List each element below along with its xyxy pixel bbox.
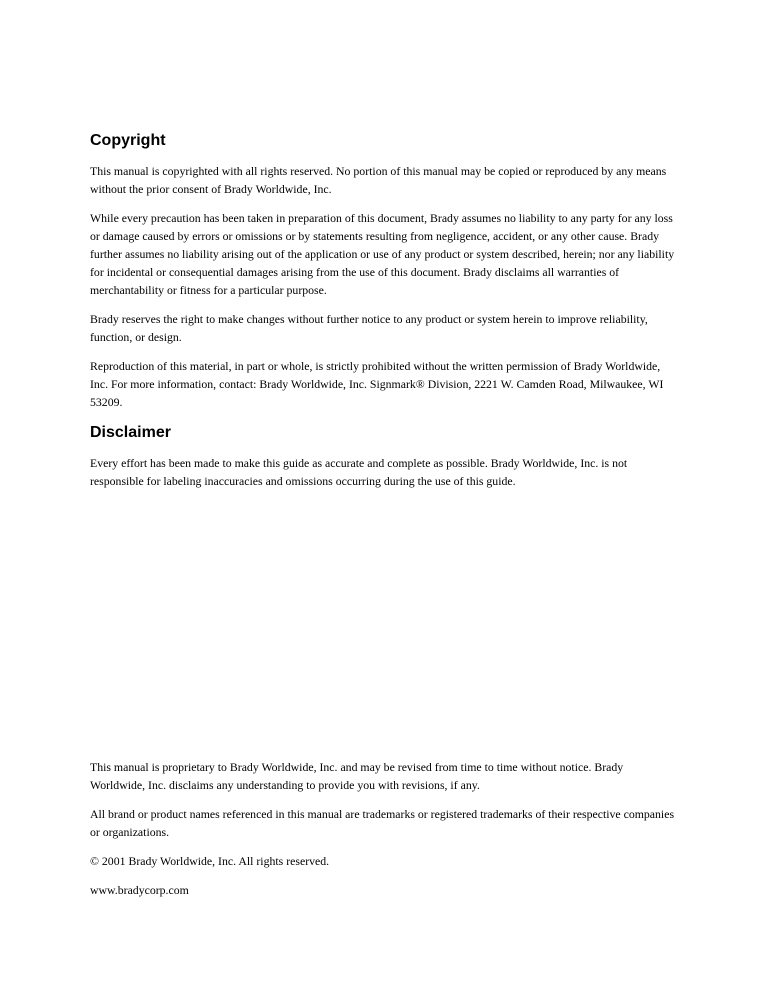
copyright-heading: Copyright [90, 132, 166, 149]
proprietary-notice: This manual is proprietary to Brady Worldwide, Inc. and may be revised from time to time without notice. Brady Worldwide, Inc. disclaims any understanding to provide you with revisions, if any. [90, 760, 624, 792]
reproduction-paragraph: Reproduction of this material, in part or whole, is strictly prohibited without the written permission of Brady Worldwide, Inc. For more information, contact: Brady Worldwide, Inc. Signmark® Division, 2221 W. Camden Road, Milwaukee, WI 53209. [90, 359, 664, 409]
copyright-section [90, 132, 680, 422]
liability-paragraph: While every precaution has been taken in preparation of this document, Brady assumes no liability to any party for any loss or damage caused by errors or omissions or by statements resulting from negligence, accident, or any other cause. Brady further assumes no liability arising out of the application or use of any product or system described, herein; nor any liability for incidental or consequential damages arising from the use of this document. Brady disclaims all warranties of merchantability or fitness for a particular purpose. [90, 211, 675, 297]
website-link[interactable]: www.bradycorp.com [90, 883, 189, 897]
trademarks-notice: All brand or product names referenced in this manual are trademarks or registered trademarks of their respective companies or organizations. [90, 807, 675, 839]
copyright-line: © 2001 Brady Worldwide, Inc. All rights reserved. [90, 854, 330, 868]
disclaimer-paragraph: Every effort has been made to make this guide as accurate and complete as possible. Brady Worldwide, Inc. is not responsible for labeling inaccuracies and omissions occurring during the use of this guide. [90, 456, 628, 488]
copyright-paragraph-1: This manual is copyrighted with all rights reserved. No portion of this manual may be copied or reproduced by any means without the prior consent of Brady Worldwide, Inc. [90, 164, 667, 196]
footer-section [90, 758, 680, 910]
changes-paragraph: Brady reserves the right to make changes without further notice to any product or system herein to improve reliability, function, or design. [90, 312, 648, 344]
disclaimer-heading: Disclaimer [90, 424, 171, 441]
disclaimer-section [90, 424, 680, 490]
